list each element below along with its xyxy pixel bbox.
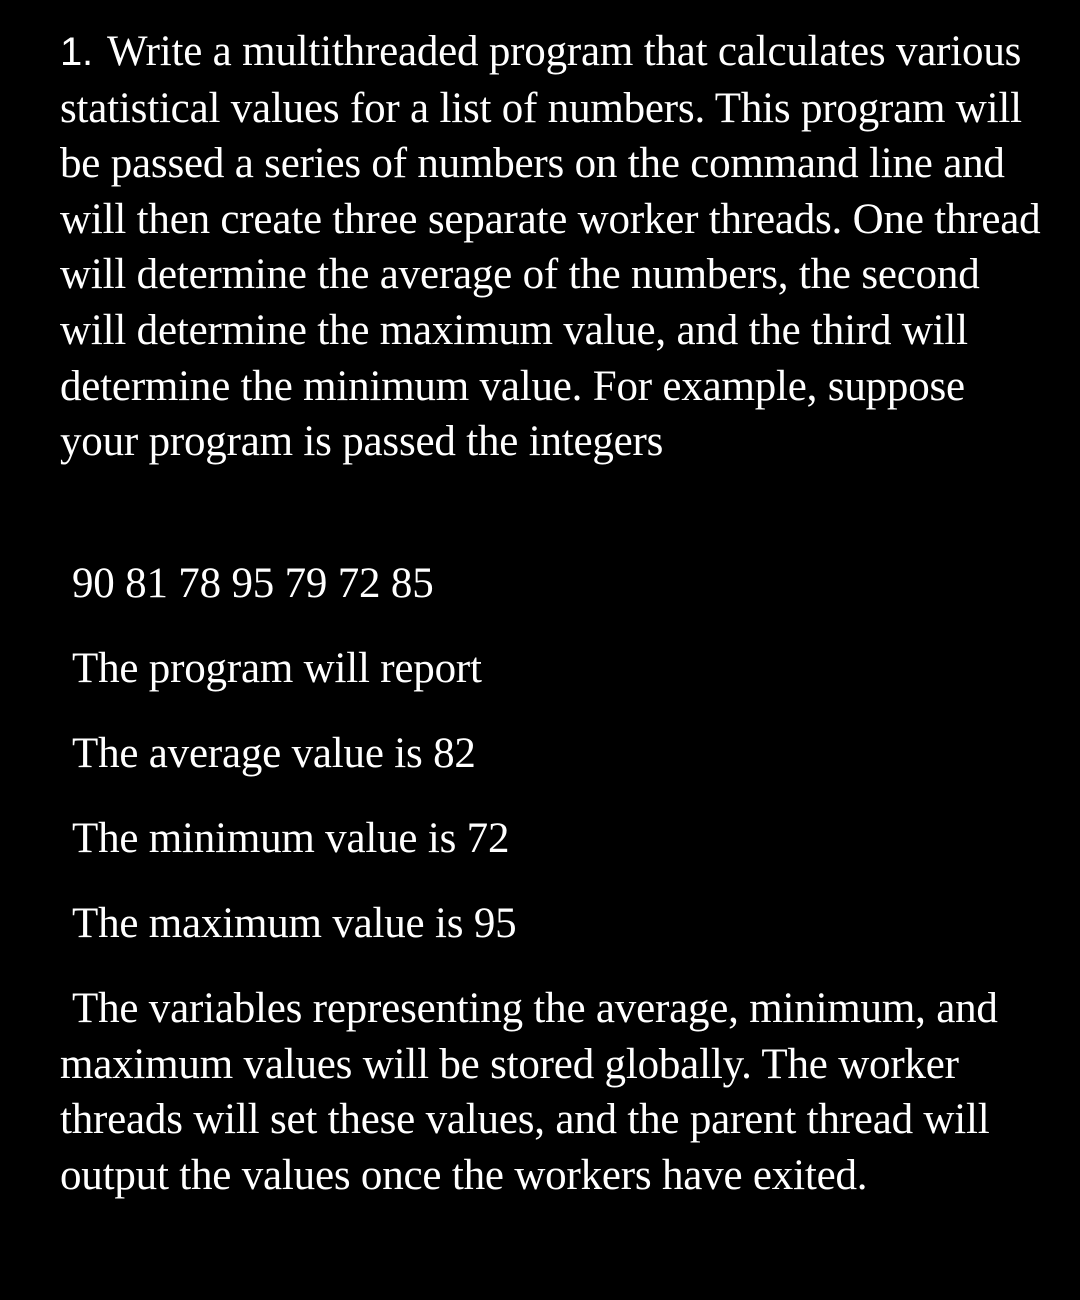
problem-number: 1.	[60, 30, 93, 74]
maximum-output-line: The maximum value is 95	[72, 900, 517, 947]
report-intro: The program will report	[72, 645, 482, 692]
problem-intro-text: Write a multithreaded program that calculates various statistical values for a list of numbers. This program will be passed a series of numbers on the command line and will then create three separate worker threads. One thread will determine the average of the numbers, the second will determine the maximum value, and the third will determine the minimum value. For example, suppose your program is passed the integers	[60, 28, 1041, 466]
example-numbers: 90 81 78 95 79 72 85	[72, 560, 434, 607]
document-body	[60, 24, 1050, 1199]
minimum-output-line: The minimum value is 72	[72, 815, 510, 862]
problem-intro-paragraph	[60, 24, 1050, 470]
closing-paragraph: The variables representing the average, minimum, and maximum values will be stored globally. The worker threads will set these values, and the parent thread will output the values once the workers have exited.	[60, 985, 998, 1199]
average-output-line: The average value is 82	[72, 730, 476, 777]
